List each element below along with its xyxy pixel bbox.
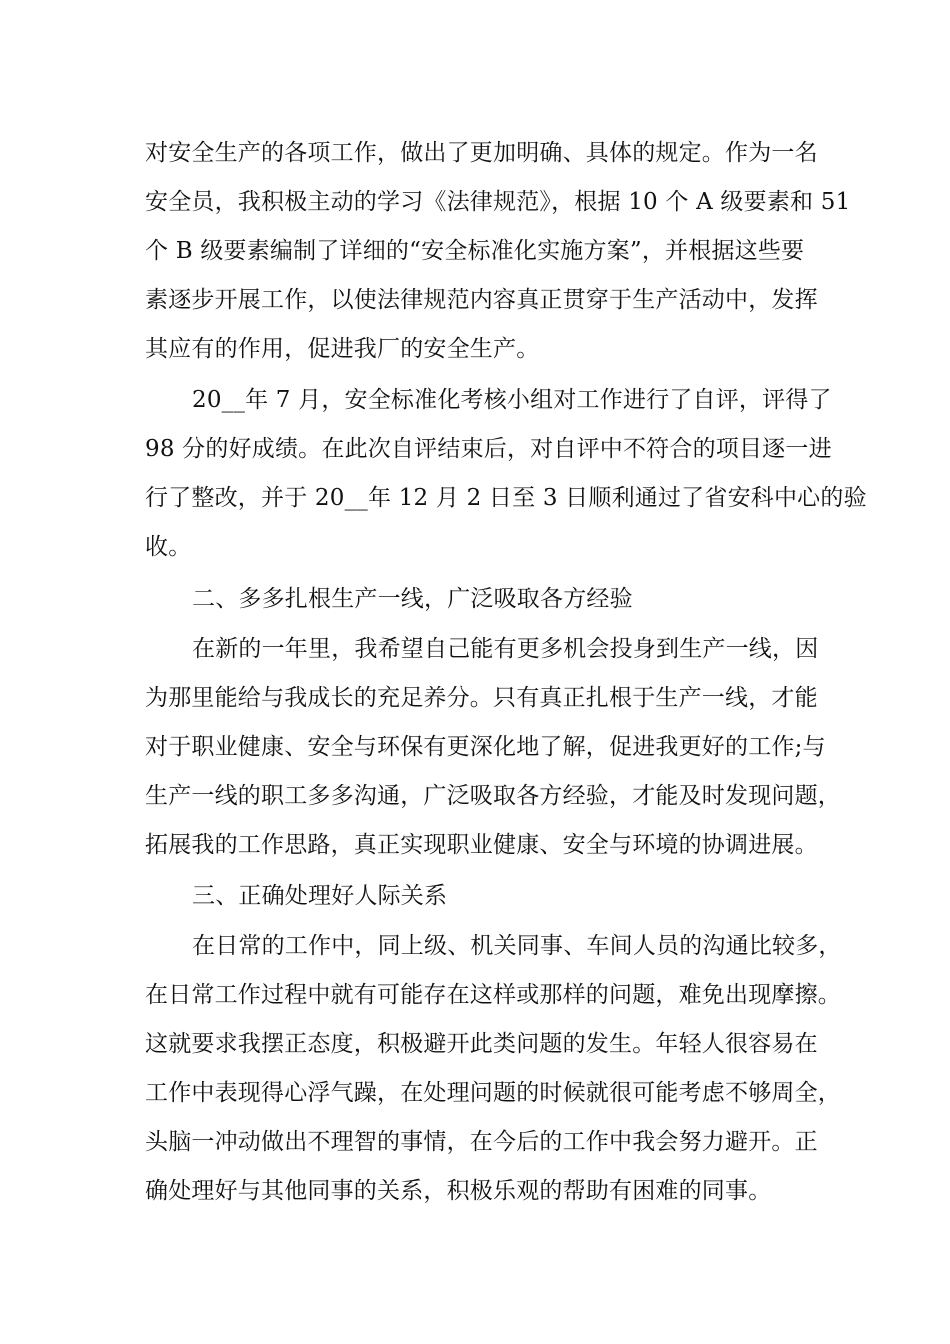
text-line: 头脑一冲动做出不理智的事情，在今后的工作中我会努力避开。正 [145, 1129, 818, 1155]
text-line: 在日常工作过程中就有可能存在这样或那样的问题，难免出现摩擦。 [145, 982, 841, 1008]
text-line: 98 分的好成绩。在此次自评结束后，对自评中不符合的项目逐一进 [145, 436, 832, 462]
text-line: 对安全生产的各项工作，做出了更加明确、具体的规定。作为一名 [145, 140, 818, 166]
text-line: 工作中表现得心浮气躁，在处理问题的时候就很可能考虑不够周全， [145, 1080, 841, 1106]
text-line: 为那里能给与我成长的充足养分。只有真正扎根于生产一线，才能 [145, 685, 818, 711]
text-line: 行了整改，并于 20__年 12 月 2 日至 3 日顺利通过了省安科中心的验 [145, 485, 867, 511]
text-line: 在日常的工作中，同上级、机关同事、车间人员的沟通比较多， [192, 933, 842, 959]
section-heading: 二、多多扎根生产一线，广泛吸取各方经验 [192, 586, 633, 612]
text-line: 个 B 级要素编制了详细的“安全标准化实施方案”，并根据这些要 [145, 238, 805, 264]
text-line: 安全员，我积极主动的学习《法律规范》，根据 10 个 A 级要素和 51 [145, 189, 851, 215]
text-line: 收。 [145, 534, 192, 560]
text-line: 素逐步开展工作，以使法律规范内容真正贯穿于生产活动中，发挥 [145, 287, 818, 313]
text-line: 这就要求我摆正态度，积极避开此类问题的发生。年轻人很容易在 [145, 1031, 818, 1057]
text-line: 确处理好与其他同事的关系，积极乐观的帮助有困难的同事。 [145, 1178, 772, 1204]
text-line: 20__年 7 月，安全标准化考核小组对工作进行了自评，评得了 [192, 387, 832, 413]
section-heading: 三、正确处理好人际关系 [192, 883, 448, 909]
text-line: 拓展我的工作思路，真正实现职业健康、安全与环境的协调进展。 [145, 832, 818, 858]
text-line: 在新的一年里，我希望自己能有更多机会投身到生产一线，因 [192, 636, 819, 662]
text-line: 对于职业健康、安全与环保有更深化地了解，促进我更好的工作;与 [145, 734, 826, 760]
text-line: 生产一线的职工多多沟通，广泛吸取各方经验，才能及时发现问题， [145, 783, 841, 809]
text-line: 其应有的作用，促进我厂的安全生产。 [145, 336, 540, 362]
